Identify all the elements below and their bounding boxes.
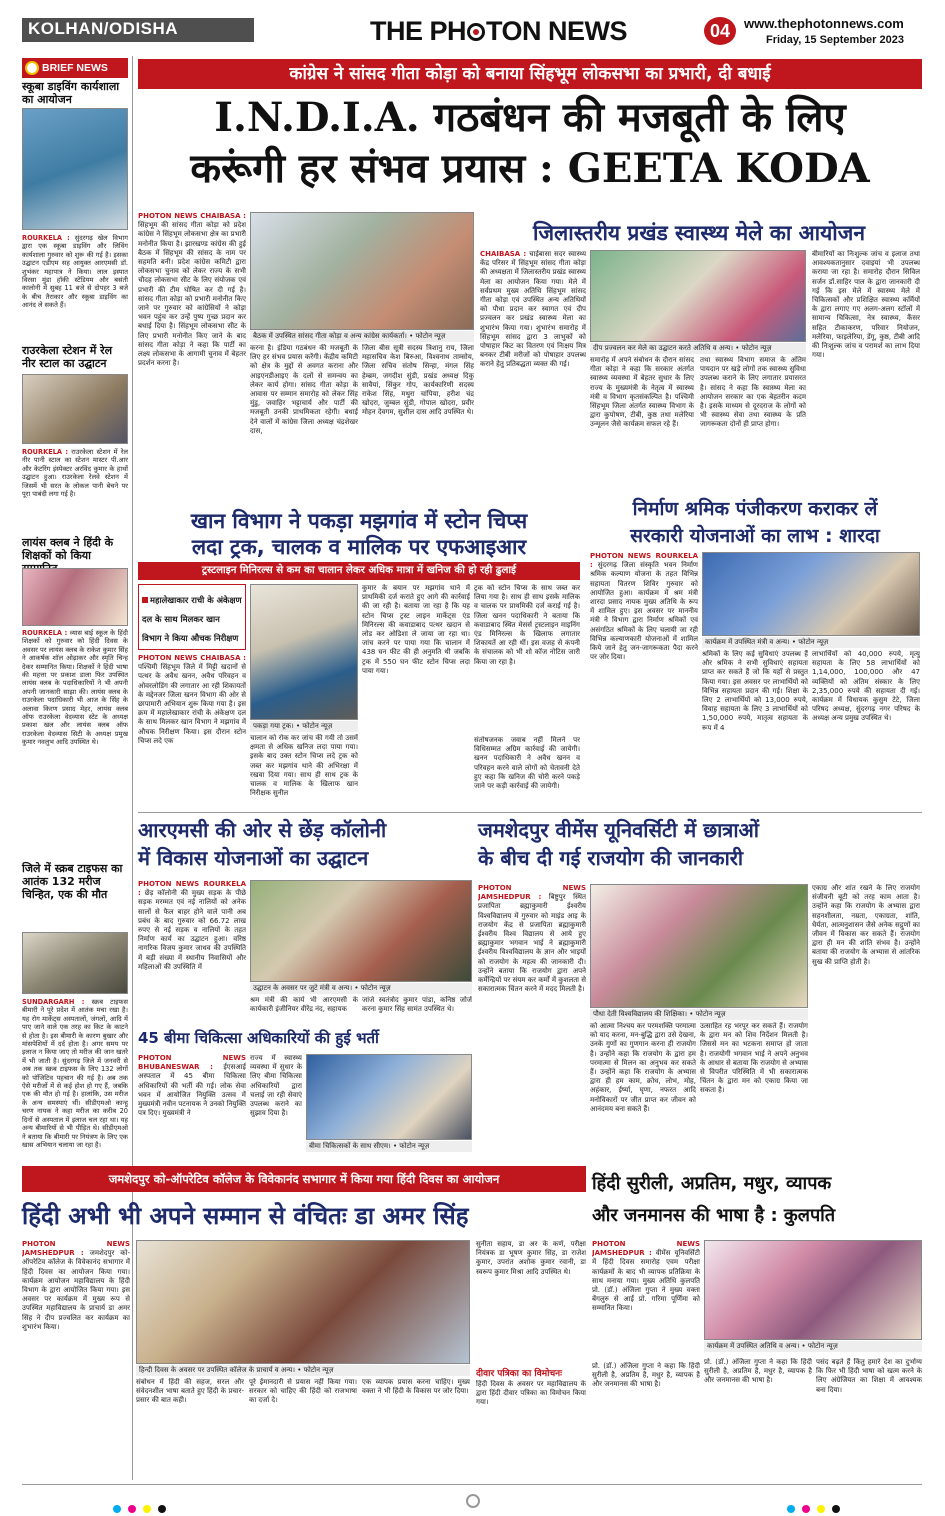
rmc-text-1: छेंड़ कॉलोनी की मुख्य सड़क के पीछे सड़क मरम्मत एवं नई नालियों को अनेक सालों से फैल बाहर होने वाले पानी अब प्रबंध के बाद गुरुवार को 66.72 लाख रुपए से नई सड़क व नालियों के तहत निर्माण कार्य का उद्घाटन हुआ। वरिष्ठ नागरिक विजय कुमार जाधव की उपस्थिति में बड़ी संख्या में स्थानीय निवासियों और महिलाओं की उपस्थिति में: [138, 889, 246, 971]
labour-text-1: सुंदरगढ़ जिला संस्कृति भवन निर्माण श्रमिक कल्याण योजना के तहत विभिन्न सहायता वितरण शिविर गुरुवार को आयोजित हुआ। कार्यक्रम में श्रम मंत्री शारदा प्रसाद नायक मुख्य अतिथि के रूप में शामिल हुए। इस अवसर पर माननीय मंत्री ने विभाग द्वारा निर्माण श्रमिकों एवं असंगठित श्रमिकों के लिए चलायी जा रही विभिन्न कल्याणकारी योजनाओं में शामिल किये जाने हेतु जन-जागरूकता पैदा करने पर जोर दिया।: [590, 561, 698, 662]
rajyoga-col-4: [812, 884, 920, 1158]
insurance-col-2: [250, 1054, 302, 1158]
labour-photo-caption: कार्यक्रम में उपस्थित मंत्री व अन्य। • फोटोन न्यूज़: [702, 637, 920, 648]
hindi-text-2: संबोधन में हिंदी की सहज, सरल और संवेदनशील भाषा बताते हुए हिंदी के प्रचार-प्रसार की बात कही।: [136, 1378, 244, 1405]
registration-target-icon: [466, 1494, 480, 1508]
brief-body-1: [22, 234, 128, 342]
kulpati-col-3: [816, 1358, 922, 1478]
rajyoga-photo: [590, 884, 808, 1008]
brief-dateline-3: ROURKELA :: [22, 629, 68, 637]
lead-text-3: जिला बीस सूत्री सदस्य त्रिशानु राय, जिला महासचिव केश बिरुआ, विश्वनाथ ताम्सोय, जिला सचिव संतोष सिन्हा, मंगल सिंह हेम्ब्रम, जगदीश सुंडी, प्रखंड अध्यक्ष दिकु सावैयां, सिंकुर गोप, कार्यकारिणी सदस्य राकेश सिंह, मथुरा चांपिया, हरीश चंद्र खोदरा, जुम्बल सुंडी, गोपाल खोदरा, प्रवीर मोहन देवगम, सुशील दास आदि उपस्थित थे।: [362, 344, 474, 417]
kulpati-text-mid: प्रो. (डॉ.) अंजिला गुप्ता ने कहा कि हिंदी सुरीली है, अप्रतिम है, मधुर है, व्यापक है और जनमानस की भाषा है।: [704, 1358, 812, 1385]
rajyoga-col-2: [590, 1022, 696, 1158]
lead-dateline: PHOTON NEWS CHAIBASA :: [138, 212, 246, 220]
hindi-text-4: एक व्यापक प्रयास करना चाहिए। मुख्य वक्ता ने भी हिंदी के विकास पर जोर दिया।: [362, 1378, 470, 1396]
labour-text-2: श्रमिकों के लिए कई सुविधाएं उपलब्ध हैं और श्रमिक ने सभी सुविधाएं सहायता प्राप्त कर सकते हैं जो कि यहाँ से प्रस्तुत किया गया। इस अवसर पर लाभार्थियों को विभिन्न सहायता प्रदान की गई। शिक्षा के लिए 2 लाभार्थियों को 13,000 रुपये, विवाह सहायता के लिए 3 लाभार्थियों को 1,50,000 रुपये, मातृत्व सहायता के रूप में 4: [702, 650, 808, 732]
brief-photo-1: [22, 108, 128, 230]
masthead: [0, 0, 945, 54]
hindi-col-5: [476, 1240, 586, 1364]
hindi-text-5b: हिंदी दिवस के अवसर पर महाविद्यालय के द्वारा हिंदी दीवार पत्रिका का विमोचन किया गया।: [476, 1380, 586, 1407]
brief-body-2: [22, 448, 128, 534]
paper-name: [370, 16, 627, 47]
health-text-2: समारोह में अपने संबोधन के दौरान सांसद गीता कोड़ा ने कहा कि सरकार अंतर्गत स्वास्थ्य व्यवस्था में बेहतर सुधार के लिए राज्य के मुख्यमंत्री के नेतृत्व में स्वास्थ्य मंत्री व विभाग कृतसंकल्पित है। पश्चिमी सिंहभूम जिला अंतर्गत स्वास्थ्य विभाग के द्वारा कुपोषण, टीबी, कुष्ठ तथा मलेरिया उन्मूलन जैसे कार्यक्रम सफल रहे हैं।: [590, 356, 694, 429]
health-headline: जिलास्तरीय प्रखंड स्वास्थ्य मेले का आयोजन: [533, 221, 865, 245]
labour-photo: [702, 552, 920, 636]
footer-rule: [22, 1484, 922, 1485]
registration-marks-right: [786, 1498, 841, 1516]
mining-headline-line1: खान विभाग ने पकड़ा मझगांव में स्टोन चिप्स: [190, 509, 528, 533]
rajyoga-dateline: PHOTON NEWS JAMSHEDPUR :: [478, 884, 586, 902]
lead-photo-caption: बैठक में उपस्थित सांसद गीता कोड़ा व अन्य कांग्रेस कार्यकर्ता। • फोटोन न्यूज़: [250, 331, 474, 342]
kulpati-dateline: PHOTON NEWS JAMSHEDPUR :: [592, 1240, 700, 1258]
lead-text-1: सिंहभूम की सांसद गीता कोड़ा को प्रदेश कांग्रेस ने सिंहभूम लोकसभा क्षेत्र का प्रभारी मनोनीत किया है। झारखण्ड कांग्रेस की हुई बैठक में सिंहभूम की सांसद के नाम पर सहमति बनी। प्रदेश कांग्रेस कमिटी द्वारा लोकसभा चुनाव को लेकर राज्य के सभी चौदह लोकसभा सीट के लिए संयोजक एवं प्रभारी की टीम घोषित कर दी गई है। सांसद गीता कोड़ा को प्रभारी मनोनीत किए जाने पर गुरुवार को कांग्रेसियों ने कोड़ा भवन पहुंच कर उन्हें पुष्प गुच्छ प्रदान कर बधाई दिया है। सिंहभूम लोकसभा सीट के लिए प्रभारी मनोनीत किए जाने के बाद सांसद गीता कोड़ा ने कहा कि पार्टी का लक्ष्य लोकसभा के आगामी चुनाव में बेहतर प्रदर्शन करना है।: [138, 221, 246, 368]
hindi-photo-caption: हिन्दी दिवस के अवसर पर उपस्थित कॉलेज के प्राचार्य व अन्य। • फोटोन न्यूज़: [136, 1365, 470, 1376]
insurance-photo-caption: बीमा चिकित्सकों के साथ सीएम। • फोटोन न्यूज़: [306, 1141, 472, 1152]
section-rule: [138, 812, 922, 813]
hindi-col-3: [249, 1378, 357, 1478]
lead-photo: [250, 212, 474, 330]
brief-photo-4: [22, 932, 128, 994]
brief-text-4: स्क्रब टाइफस बीमारी ने पूरे प्रदेश में आतंक मचा रखा है। यह रोग मार्केट्स अस्पतालों, जंगलों, आदि में पाए जाने वाले एक तरह का किट के काटने से होता है। इस बीमारी के कारण बुखार और मांसपेशियों में दर्द होता है। अगर समय पर इलाज न किया जाए तो मरीज की जान खतरे में भी जाती है। सुंदरगढ़ जिले में जनवरी से अब तक स्क्रब टाइफस के लिए 132 लोगों को पॉजिटिव पहचान की गई है। अब तक ऐसे मरीजों में से कई होश हो गए हैं, जबकि एक की मौत हो गई है। हालांकि, उस मरीज के अन्य समस्याएं थीं। सीडीएमओ कान्हु चरण नायक ने कहा मरीज का करीब 20 दिनों से अस्पताल में इलाज चल रहा था। यह अन्य बीमारियों से भी पीड़ित थे। सीडीएमओ ने बताया कि बीमारी पर नियंत्रण के लिए एक खास अभियान चलाया जा रहा है।: [22, 998, 128, 1149]
health-photo: [590, 250, 806, 342]
labour-col-1: [590, 552, 698, 808]
health-text-1: चाईबासा सदर स्वास्थ्य केंद्र परिसर में सिंहभूम सांसद गीता कोड़ा की अध्यक्षता में जिलास्तरीय प्रखंड स्वास्थ्य मेला का आयोजन किया गया। मेले में सर्वप्रथम मुख्य अतिथि सिंहभूम सांसद गीता कोड़ा एवं उपस्थित अन्य अतिथियों को पौधा प्रदान कर स्वागत एवं दीप प्रज्वलन कर प्रखंड स्वास्थ्य मेला का शुभारंभ किया गया। शुभारंभ समारोह में सिंहभूम सांसद द्वारा 3 लाभुकों को पोषाहार किट का वितरण एवं निःक्षय मित्र बनकर टीबी मरीजों को पोषाहार उपलब्ध कराने हेतु प्रतिबद्धता व्यक्त की गई।: [480, 250, 586, 369]
rajyoga-text-3: उत्साहित रह भरपूर कर सकते हैं। राजयोग के द्वारा मन को शिव निर्देशन मिलती है। जिससे मन का भटकना समाप्त हो जाता है। राजयोगी भगवान भाई ने अपने अनुभव के आधार से बताया कि राजयोग से अभ्यास से विपरीत परिस्थिति में भी सकारात्मक चिंतन के द्वारा मन को एकाग्र किया जा सकता है।: [700, 1022, 808, 1095]
mining-col-4: [474, 584, 580, 734]
health-photo-caption: दीप प्रज्वलन कर मेले का उद्घाटन करते अतिथि व अन्य। • फोटोन न्यूज़: [590, 343, 806, 354]
mining-dateline: PHOTON NEWS CHAIBASA :: [138, 654, 246, 662]
insurance-col-1: [138, 1054, 246, 1158]
mining-pullquote: [138, 584, 246, 650]
kulpati-col-2: [592, 1362, 700, 1478]
brief-news-text: BRIEF NEWS: [42, 62, 108, 74]
registration-black-dot: [158, 1505, 166, 1513]
health-col-3: [700, 356, 806, 502]
rajyoga-text-4: एकाग्र और शांत रखने के लिए राजयोग संजीवनी बूटी को तरह काम आता है। उन्होंने कहा कि राजयोग के अभ्यास द्वारा सहनशीलता, नम्रता, एकाग्रता, शांति, धैर्यता, आत्मनुशासन जैसे अनेक सद्गुणों का जीवन में विकास कर सकते हैं। राजयोग द्वारा ही मन की शांति संभव है। उन्होंने बताया की राजयोग के अभ्यास से आंतरिक सुख की प्राप्ति होती है।: [812, 884, 920, 966]
rajyoga-text-2: को आत्मा निश्चय कर परमशक्ति परमात्मा को याद करना, मन-बुद्धि द्वारा उसे देखना, उनके गुणों का गुणगान करना ही राजयोग है। उन्होंने कहा कि राजयोग के द्वारा हम परमात्मा से मिलन का अनुभव कर सकते हैं। उन्होंने कहा कि राजयोग के अभ्यास द्वारा ही हम काम, क्रोध, लोभ, मोह, अहंकार, ईर्ष्या, घृणा, नफरत आदि मनोविकारों पर जीत प्राप्त कर जीवन को आनंदमय बना सकते हैं।: [590, 1022, 696, 1113]
mining-col-1: [138, 654, 246, 808]
registration-yellow-dot: [143, 1505, 151, 1513]
brief-text-2: राउरकेला स्टेशन में रेल नीर पानी स्टाल का स्टेशन मास्टर पी.आर और केटरिंग इंस्पेक्टर अरविंद कुमार के हाथों उद्घाटन हुआ। राउरकेला रेलवे स्टेशन में जिसमें भी सरत के लोकल पानी बेचने पर पूरा पाबंदी लगा गई है।: [22, 448, 128, 499]
lead-col-1: [138, 212, 246, 502]
lead-headline-line2: करूंगी हर संभव प्रयास : GEETA KODA: [190, 145, 870, 192]
registration-magenta-dot: [128, 1505, 136, 1513]
mining-col-5: [474, 736, 580, 808]
rmc-col-3: [362, 996, 472, 1024]
brief-photo-2: [22, 374, 128, 444]
lead-col-2: [250, 344, 358, 502]
pullquote-marker-icon: [142, 597, 148, 603]
health-dateline: CHAIBASA :: [480, 250, 527, 258]
brief-headline-2: राउरकेला स्टेशन में रेल नीर स्टाल का उद्घाटन: [22, 344, 113, 370]
mining-pullquote-text: महालेखाकार राची के अंकेक्षण दल के साथ मिलकर खान विभाग ने किया औचक निरीक्षण: [142, 595, 242, 643]
brief-body-3: [22, 629, 128, 861]
kulpati-headline-line1: हिंदी सुरीली, अप्रतिम, मधुर, व्यापक: [592, 1173, 832, 1194]
insurance-dateline: PHOTON NEWS BHUBANESWAR :: [138, 1054, 246, 1072]
hindi-day-headline: हिंदी अभी भी अपने सम्मान से वंचितः डा अमर सिंह: [22, 1202, 469, 1230]
mining-text-3: कुमार के बयान पर मझगांव थाने में प्राथमिकी दर्ज कराते हुए आगे की कार्रवाई की जा रही है। बताया जा रहा है कि यह स्टोन चिप्स ट्रस्ट लाइन मार्केट्स एंड मिनिरल्स की कवाडाबाद पत्थर खदान से लोड कर ओडिशा ले जाया जा रहा था। जांच करने पर पाया गया कि चालान में 438 घन फीट की ही अनुमति थी जबकि ट्रक में 550 घन फीट स्टोन चिप्स लदा पाया गया।: [362, 584, 470, 675]
hindi-col-5b: [476, 1380, 586, 1478]
page-number: 04: [704, 17, 736, 45]
column-divider: [132, 56, 133, 1480]
registration-marks-left: [112, 1498, 167, 1516]
registration-yellow-dot-r: [817, 1505, 825, 1513]
brief-headline-4: जिले में स्क्रब टाइफस का आतंक 132 मरीज चिन्हित, एक की मौत: [22, 862, 123, 901]
rajyoga-col-3: [700, 1022, 808, 1158]
lead-col-3: [362, 344, 474, 502]
mining-text-2: चालान को रोक कर जांच की गयी तो उसमें क्षमता से अधिक खनिज लदा पाया गया। इसके बाद उक्त स्टोन चिप्स लदे ट्रक को जब्त कर मझगांव थाने की अभिरक्षा में रखवा दिया गया। साथ ही साथ ट्रक के चालक व मालिक के खिलाफ खान निरीक्षक सुनील: [250, 734, 358, 798]
kulpati-text-1: वीमेंस यूनिवर्सिटी में हिंदी दिवस समारोह एवम परीक्षा कार्यक्रमों के बाद भी व्यापक प्रतिक्रिया के साथ मनाया गया। मुख्य अतिथि कुलपति प्रो. (डॉ.) अंजिला गुप्ता ने मुख्य वक्ता बेंगलुरु से आईं प्रो. गरिमा पूर्णिमा को सम्मानित किया।: [592, 1249, 700, 1313]
health-col-4: [812, 250, 920, 502]
rmc-col-1: [138, 880, 246, 1018]
health-text-3: तथा स्वास्थ्य विभाग समाज के अंतिम पायदान पर खड़े लोगों तक स्वास्थ्य सुविधा उपलब्ध कराने के लिए लगातार प्रयासरत है। सांसद ने कहा कि स्वास्थ्य मेला का आयोजन सरकार का एक बेहतरीन कदम है। इसके माध्यम से दूरदराज के लोगों को भी स्वास्थ्य सेवा तथा स्वास्थ्य के प्रति जागरूकता दोनों ही प्राप्त होगा।: [700, 356, 806, 429]
brief-headline-1: स्कूबा डाइविंग कार्यशाला का आयोजन: [22, 80, 120, 106]
mining-text-5: संतोषजनक जवाब नहीं मिलने पर विधिसम्मत अग्रिम कार्रवाई की जायेगी। खनन पदाधिकारी ने अवैध खनन व परिवहन करने वाले लोगों को चेतावनी देते हुए कहा कि खनिज की चोरी करने पकड़े जाने पर कड़ी कार्रवाई की जायेगी।: [474, 736, 580, 791]
hindi-subhead: दीवार पत्रिका का विमोचनः: [476, 1369, 562, 1379]
labour-dateline: PHOTON NEWS ROURKELA :: [590, 552, 698, 570]
insurance-headline: 45 बीमा चिकित्सा अधिकारियों की हुई भर्ती: [138, 1029, 379, 1047]
hindi-text-5: सुनीता सहाय, डा अर के कर्ण, परीक्षा नियंत्रक डा भूषण कुमार सिंह, डा राजेश कुमार, उपरांत अशोक कुमार रवानी, डा स्वरूप कुमार मिश्रा आदि उपस्थित थे।: [476, 1240, 586, 1276]
hindi-dateline: PHOTON NEWS JAMSHEDPUR :: [22, 1240, 130, 1258]
rmc-headline-line1: आरएमसी की ओर से छेंड़ कॉलोनी: [138, 818, 387, 842]
registration-magenta-dot-r: [802, 1505, 810, 1513]
insurance-text-2: राज्य में स्वास्थ्य व्यवस्था में सुधार के लिए बीमा चिकित्सा अधिकारियों द्वारा चलाई जा रही सेवाएं उपलब्ध कराने का सुझाव दिया है।: [250, 1054, 302, 1118]
mining-col-3: [362, 584, 470, 808]
brief-text-3: व्यास बाई स्कूल के हिंदी शिक्षकों को गुरुवार को हिंदी दिवस के अवसर पर लायंस क्लब के राकेश कुमार सिंह ने आकर्षक शॉल ओढ़ाकर और स्मृति चिन्ह देकर सम्मानित किया। शिक्षकों ने हिंदी भाषा की महत्ता पर प्रकाश डाला फिर उपस्थित लायंस क्लब के पदाधिकारियों ने भी अपनी अपनी जानकारी साझा की। लायंस क्लब के राउरकेला पदाधिकारी भी आज के सिंह के अलावा किरण प्रसाद मेहर, लायंस क्लब ऑफ राउरकेला वेदव्यास स्टेट के अध्यक्ष प्रकाश खल और लायंस क्लब ऑफ राउरकेला वेदव्यास सिटी के अध्यक्ष प्रमुख कुमार नवलुभ आदि उपस्थित थे।: [22, 629, 128, 747]
kulpati-col-1: [592, 1240, 700, 1358]
rajyoga-col-1: [478, 884, 586, 1158]
paper-name-start: THE PH: [370, 16, 467, 46]
rmc-photo: [250, 880, 472, 982]
hindi-text-1: जमशेदपुर को-ऑपरेटिव कॉलेज के विवेकानंद सभागार में हिंदी दिवस का आयोजन किया गया। कार्यक्रम आयोजन महाविद्यालय के हिंदी विभाग के द्वारा आयोजित किया गया। इस अवसर पर कार्यक्रम में मुख्य रूप से उपस्थित महाविद्यालय के प्राचार्य डा अमर सिंह ने दीप प्रज्वलित कर कार्यक्रम का शुभारंभ किया।: [22, 1249, 130, 1331]
registration-cyan-dot: [113, 1505, 121, 1513]
labour-col-3: [812, 650, 920, 808]
mining-text-1: पश्चिमी सिंहभूम जिले में मिट्टी खदानों से पत्थर के अवैध खनन, अवैध परिवहन व ओवरलोडिंग की लगातार आ रही शिकायतों के मद्देनजर जिला खनन विभाग की ओर से छापामारी अभियान शुरू किया गया है। इस क्रम में महालेखाकार रांची के अंकेक्षण दल के साथ मिलकर खान विभाग ने मझगांव में औचक निरीक्षण किया। इस दौरान स्टोन चिप्स लदे एक: [138, 663, 246, 745]
mining-strap: ट्रस्टलाइन मिनिरल्स से कम का चालान लेकर अधिक मात्रा में खनिज की हो रही ढुलाई: [138, 562, 580, 580]
labour-headline-line1: निर्माण श्रमिक पंजीकरण कराकर लें: [632, 498, 878, 520]
rmc-col-2: [250, 996, 358, 1024]
hindi-text-3: पूरे ईमानदारी से प्रयास नहीं किया गया। सरकार को चाहिए की हिंदी को राजभाषा का दर्जा दे।: [249, 1378, 357, 1405]
website: www.thephotonnews.com: [744, 16, 904, 31]
hindi-col-1: [22, 1240, 130, 1478]
brief-text-1: सुंदरगढ़ खेल विभाग द्वारा एक स्कूबा डाइविंग और लिविंग कार्यशाला गुरुवार को शुरू की गई है। इसका उद्घाटन एडीएम सह आयुक्त आरएमसी डॉ. शुभंकर महापात्र ने किया। लाल इस्पात विरसा मुंडा हॉकी स्टेडियम और बसंती कालोनी में सुबह 11 बजे से दोपहर 3 बजे के बीच तैराकार और स्कूबा डाइविंग का आनंद ले सकते हैं।: [22, 234, 128, 310]
mining-photo-caption: पकड़ा गया ट्रक। • फोटोन न्यूज़: [250, 721, 358, 732]
registration-cyan-dot-r: [787, 1505, 795, 1513]
kulpati-photo: [704, 1240, 922, 1340]
health-col-2: [590, 356, 694, 502]
mining-photo: [250, 584, 358, 720]
brief-logo-icon: [25, 61, 39, 75]
hindi-col-4: [362, 1378, 470, 1478]
labour-text-3: लाभार्थियों को 40,000 रुपये, मृत्यु सहायता के लिए 58 लाभार्थियों को 1,14,000, 100,000 और 47 व्यक्तियों को अंतिम संस्कार के लिए 2,35,000 रुपये की सहायता दी गई। कार्यक्रम में विधायक कुसुम टेटे, जिला परिषद अध्यक्ष, सुंदरगढ़ नगर परिषद के अध्यक्ष अन्य प्रमुख उपस्थित थे।: [812, 650, 920, 723]
camera-logo-icon: [467, 23, 485, 41]
health-col-1: [480, 250, 586, 502]
labour-col-2: [702, 650, 808, 808]
registration-black-dot-r: [832, 1505, 840, 1513]
hindi-photo: [136, 1240, 470, 1364]
rmc-photo-caption: उद्घाटन के अवसर पर जुटे मंत्री व अन्य। • फोटोन न्यूज़: [250, 983, 472, 994]
lead-text-2: करना है। इंडिया गठबंधन की मजबूती के लिए हर संभव प्रयास करेंगी। केंद्रीय कमिटी को क्षेत्र के मुद्दों से अवगत कराना और आइएनडीआइए के दलों से समन्वय का लेकर कार्य होगा। सांसद गीता कोड़ा के आवास पर सम्मान समारोह को लेकर सिंह मुंडु, जवाहिर भट्टाचार्य और पार्टी की मजबूती उनकी प्राथमिकता रहेगी। बधाई देने वालों में कांग्रेस जिला अध्यक्ष चंद्रशेखर दास,: [250, 344, 358, 435]
rmc-text-3: जांजे स्वतंत्रोद कुमार पांडा, कनिष्ठ जोर्ज करना कुमार सिंह सामंत उपस्थित थे।: [362, 996, 472, 1014]
rajyoga-headline-line2: के बीच दी गई राजयोग की जानकारी: [478, 846, 744, 870]
paper-name-end: TON NEWS: [486, 16, 628, 46]
brief-dateline-2: ROURKELA :: [22, 448, 69, 456]
insurance-text-1: ईएसआई अस्पताल में 45 बीमा चिकित्सा अधिकारियों की भर्ती की गई। लोक सेवा भवन में आयोजित नियुक्ति उत्सव में मुख्यमंत्री नवीन पटनायक ने उनको नियुक्ति पत्र दिए। मुख्यमंत्री ने: [138, 1063, 246, 1118]
rmc-headline-line2: में विकास योजनाओं का उद्घाटन: [138, 846, 369, 870]
kulpati-photo-caption: कार्यक्रम में उपस्थित अतिथि व अन्य। • फोटोन न्यूज़: [704, 1341, 922, 1352]
kulpati-headline-line2: और जनमानस की भाषा है : कुलपति: [592, 1205, 836, 1226]
kulpati-text-2: प्रो. (डॉ.) अंजिला गुप्ता ने कहा कि हिंदी सुरीली है, अप्रतिम है, मधुर है, व्यापक है और जनमानस की भाषा है।: [592, 1362, 700, 1389]
top-strip: [138, 59, 922, 89]
health-text-4: बीमारियों का निःशुल्क जांच व इलाज तथा आवश्यकतानुसार दवाइयां भी उपलब्ध कराया जा रहा है। समारोह दौरान सिविल सर्जन डॉ.साहिर पाल के द्वारा जानकारी दी गई कि इस मेले में स्वास्थ्य मेले में चिकित्सकों और प्रशिक्षित स्वास्थ्य कर्मियों के द्वारा लगाए गए अलग-अलग स्टॉलों में सामान्य चिकित्सा, नेत्र स्वास्थ्य, कैंसर सहित टीकाकरण, परिवार नियोजन, मलेरिया, फाइलेरिया, डेंगू, कुष्ठ, टीबी आदि की निःशुल्क जांच व परामर्श का लाभ दिया गया।: [812, 250, 920, 360]
brief-photo-3: [22, 568, 128, 626]
hindi-col-2: [136, 1378, 244, 1478]
hindi-day-strip: जमशेदपुर को-ऑपरेटिव कॉलेज के विवेकानंद सभागार में किया गया हिंदी दिवस का आयोजन: [22, 1166, 586, 1192]
mining-text-4: ट्रक को स्टोन चिप्स के साथ जब्त कर लिया गया है। साथ ही साथ इसके मालिक व चालक पर प्राथमिकी दर्ज कराई गई है। जिला खनन पदाधिकारी ने बताया कि कवाडाबाद स्थित मेसर्स ट्रस्टलाइन माइनिंग एंड मिनिरल्स के खिलाफ लगातार शिकायतें आ रही थीं। इस वजह से कंपनी के संचालक को भी शो कॉज नोटिस जारी किया जा रहा है।: [474, 584, 580, 666]
region-label: KOLHAN/ODISHA: [28, 19, 179, 38]
rajyoga-text-1: बिष्टुपुर स्थित प्रजापिता ब्रह्माकुमारी ईश्वरीय विश्वविद्यालय में गुरुवार को माइंड आइ के राजयोग केंद्र से प्रजापिता ब्रह्माकुमारी ईश्वरीय विश्व विद्यालय से आये हुए ब्रह्माकुमार भगवान भाई ने ब्रह्माकुमारी ईश्वरीय विश्वविद्यालय के ज्ञान और भाइयों को राजयोग के महत्व की जानकारी दी। उन्होंने बताया कि राजयोग द्वारा अपने कर्मेन्द्रियों पर संयम कर कर्मों में कुशलता से सकारात्मक चिंतन करने में मदद मिलती है।: [478, 893, 586, 994]
rajyoga-photo-caption: पौधा देती विश्वविद्यालय की शिक्षिका। • फोटोन न्यूज़: [590, 1009, 808, 1020]
mining-headline-line2: लदा ट्रक, चालक व मालिक पर एफआइआर: [191, 535, 527, 559]
brief-dateline-1: ROURKELA :: [22, 234, 70, 242]
rajyoga-headline-line1: जमशेदपुर वीमेंस यूनिवर्सिटी में छात्राओं: [478, 818, 759, 842]
lead-headline-line1: I.N.D.I.A. गठबंधन की मजबूती के लिए: [214, 94, 846, 141]
insurance-photo: [306, 1054, 472, 1140]
kulpati-col-mid: [704, 1358, 812, 1478]
rmc-dateline: PHOTON NEWS ROURKELA :: [138, 880, 246, 898]
kulpati-text-3: पसंद बढ़ते हैं किंतु हमारे देश का दुर्भाग्य कि फिर भी हिंदी भाषा को खत्म करने के लिए अंग्रेजियत का शिक्षा में आवश्यक बना दिया।: [816, 1358, 922, 1394]
top-strip-text: कांग्रेस ने सांसद गीता कोड़ा को बनाया सिंहभूम लोकसभा का प्रभारी, दी बधाई: [289, 64, 771, 84]
rmc-text-2: श्रम मंत्री की कार्य भी आरएमसी के कार्यकारी इंजीनियर वीरेंद्र नंद, सहायक: [250, 996, 358, 1014]
brief-headline-3: लायंस क्लब ने हिंदी के शिक्षकों को किया: [22, 536, 114, 562]
mining-col-2: [250, 734, 358, 808]
issue-date: Friday, 15 September 2023: [766, 34, 904, 46]
brief-dateline-4: SUNDARGARH :: [22, 998, 85, 1006]
labour-headline-line2: सरकारी योजनाओं का लाभ : शारदा: [630, 525, 880, 547]
